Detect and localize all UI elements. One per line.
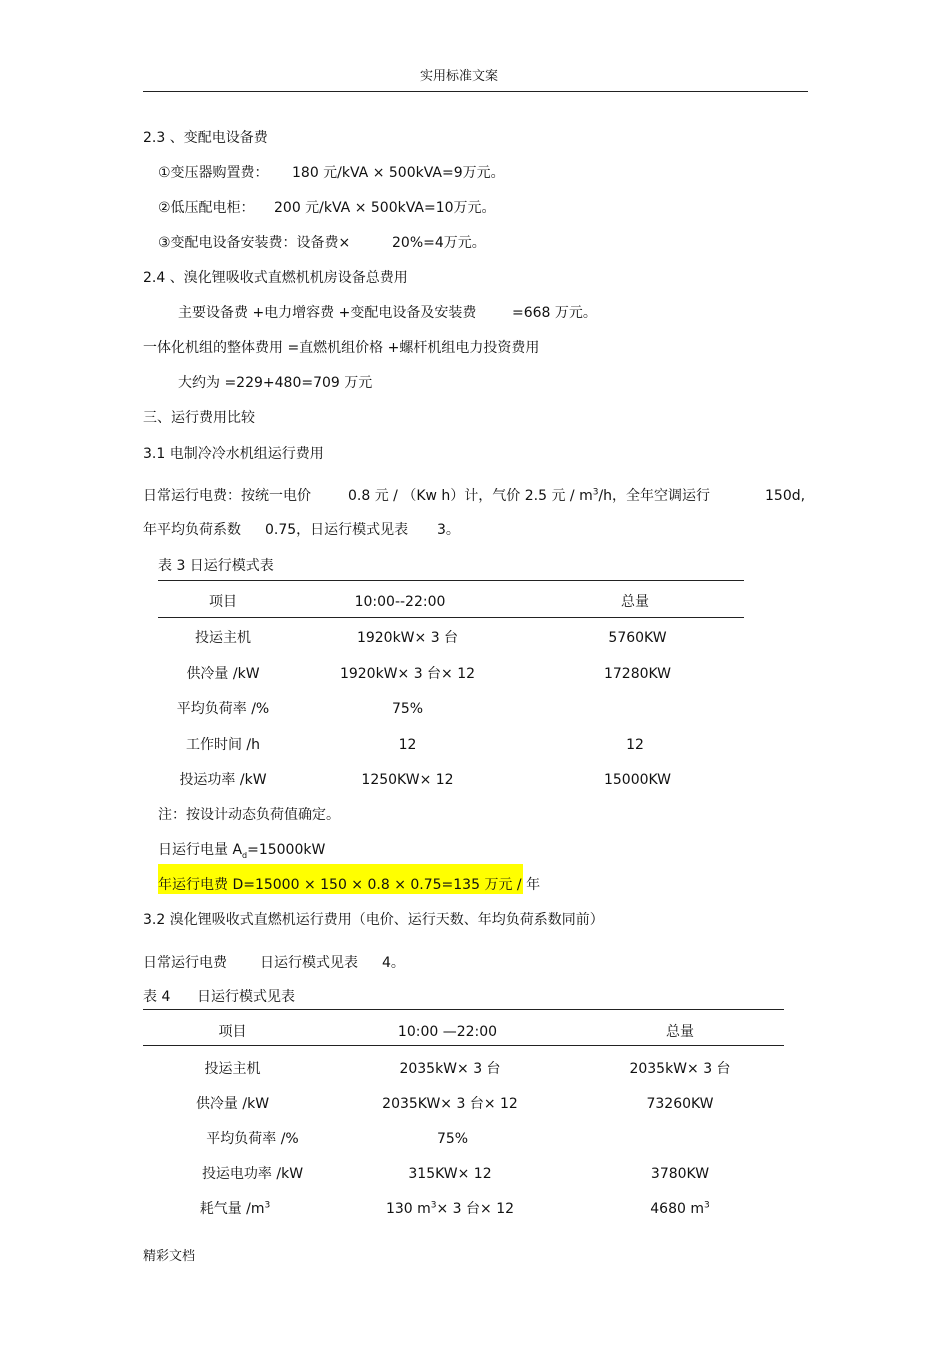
table-header-cell: 10:00 —22:00 [397, 1024, 498, 1040]
table-header-cell: 项目 [209, 594, 237, 610]
text-line: 日运行电量 $A_d=15000kW$ [158, 842, 326, 860]
page-footer: 精彩文档 [143, 1249, 196, 1264]
table-caption: 表 3 日运行模式表 [158, 558, 274, 574]
text-line: 180 元/kVA × 500kVA=9万元。 [292, 165, 505, 181]
text-line: =668 万元。 [512, 305, 597, 321]
table-cell: 315KW× 12 [408, 1166, 492, 1182]
table-cell: 投运主机 [204, 1061, 261, 1077]
text-line: ①变压器购置费： [158, 165, 269, 181]
table-cell: 2035KW× 3 台× 12 [382, 1096, 518, 1112]
table-caption: 日运行模式见表 [197, 989, 295, 1005]
paragraph-line: 150d, [765, 488, 806, 504]
section-heading: 3.2 溴化锂吸收式直燃机运行费用（电价、运行天数、年均负荷系数同前） [143, 912, 604, 928]
table-header-cell: 10:00--22:00 [354, 594, 446, 610]
highlighted-text-line: 年运行电费 D=15000 × 150 × 0.8 × 0.75=135 万元 / 年 [158, 877, 541, 893]
paragraph-line: 年平均负荷系数 [143, 522, 241, 538]
table-cell: 15000KW [603, 772, 672, 788]
table-cell: 1250KW× 12 [361, 772, 454, 788]
header-rule [143, 91, 808, 92]
table-cell: 75% [436, 1131, 469, 1147]
paragraph-line: 0.8 元 / （Kw h）计，气价 2.5 元 / $m^3/h$，全年空调运行 [348, 487, 711, 504]
table-cell: 12 [626, 737, 644, 753]
table-cell: 75% [391, 701, 424, 717]
table-header-cell: 总量 [666, 1024, 694, 1040]
text-line: 主要设备费 +电力增容费 +变配电设备及安装费 [178, 305, 477, 321]
text-line: 4。 [382, 955, 405, 971]
text-line: 日运行模式见表 [260, 955, 358, 971]
text-line: ②低压配电柜： [158, 200, 255, 216]
paragraph-line: 0.75，日运行模式见表 [265, 522, 409, 538]
text-line: 日常运行电费 [143, 955, 227, 971]
table-cell: 2035kW× 3 台 [629, 1061, 731, 1077]
section-heading: 2.4 、溴化锂吸收式直燃机机房设备总费用 [143, 270, 408, 286]
table-cell: 12 [398, 737, 417, 753]
table-header-cell: 总量 [621, 594, 649, 610]
section-heading: 2.3 、变配电设备费 [143, 130, 268, 146]
text-line: 20%=4万元。 [392, 235, 486, 251]
table-cell: 1920kW× 3 台× 12 [339, 666, 476, 682]
table-cell: 73260KW [646, 1096, 714, 1112]
table-note: 注：按设计动态负荷值确定。 [158, 807, 340, 823]
table-cell: 4680 $m^3$ [650, 1200, 710, 1217]
table-cell: 投运电功率 /kW [201, 1166, 304, 1182]
table-cell: 工作时间 /h [185, 737, 261, 753]
table-cell: 17280KW [603, 666, 672, 682]
table-header-rule [158, 617, 744, 618]
table-header-rule [143, 1045, 784, 1046]
text-line: ③变配电设备安装费：设备费× [158, 235, 351, 251]
table-cell: 平均负荷率 /% [176, 701, 270, 717]
table-cell: 耗气量 $/m^3$ [199, 1200, 271, 1217]
paragraph-line: 日常运行电费：按统一电价 [143, 488, 311, 504]
table-cell: 投运功率 /kW [179, 772, 267, 788]
section-heading: 三、运行费用比较 [143, 410, 255, 426]
table-top-rule [158, 580, 744, 581]
text-line: 一体化机组的整体费用 =直燃机组价格 +螺杆机组电力投资费用 [143, 340, 540, 356]
table-cell: 平均负荷率 /% [206, 1131, 299, 1147]
table-cell: 供冷量 /kW [195, 1096, 270, 1112]
table-header-cell: 项目 [218, 1024, 247, 1040]
table-cell: 供冷量 /kW [186, 666, 260, 682]
text-line: 200 元/kVA × 500kVA=10万元。 [274, 200, 496, 216]
page-header: 实用标准文案 [420, 69, 499, 84]
table-top-rule [143, 1009, 784, 1010]
table-cell: 2035kW× 3 台 [399, 1061, 501, 1077]
table-caption: 表 4 [143, 989, 171, 1005]
paragraph-line: 3。 [437, 522, 460, 538]
section-heading: 3.1 电制冷冷水机组运行费用 [143, 446, 324, 462]
table-cell: 130 $m^3\times 3$ 台× 12 [385, 1200, 515, 1217]
text-line: 大约为 =229+480=709 万元 [178, 375, 373, 391]
table-cell: 3780KW [650, 1166, 710, 1182]
table-cell: 5760KW [608, 630, 667, 646]
table-cell: 投运主机 [195, 630, 251, 646]
table-cell: 1920kW× 3 台 [356, 630, 459, 646]
